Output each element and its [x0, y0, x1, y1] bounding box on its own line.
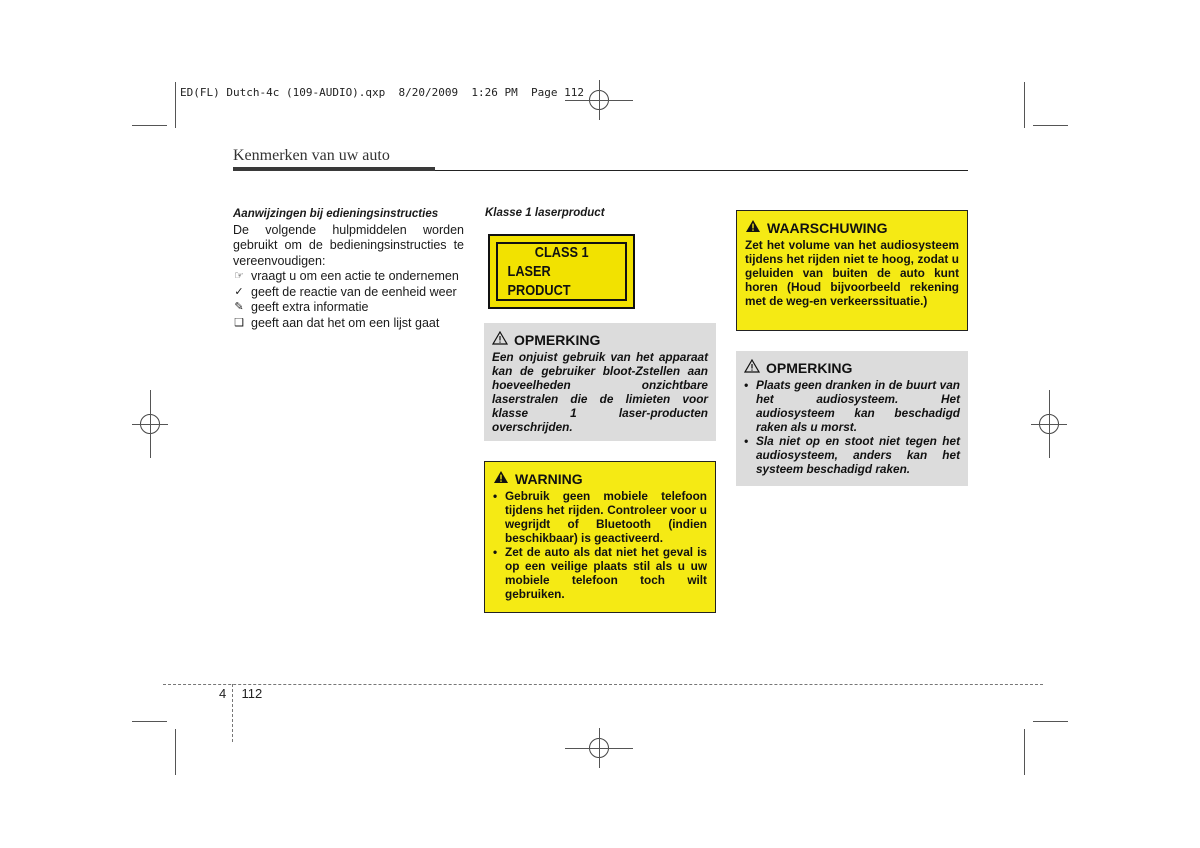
warning-icon — [493, 470, 509, 487]
crop-mark — [132, 125, 167, 126]
warning-item: • Gebruik geen mobiele telefoon tijdens het rijden. Controleer voor u wegrijdt of Bluetooth (indien beschikbaar) is geactiveerd. — [493, 489, 707, 545]
symbol-item-text: geeft extra informatie — [251, 300, 369, 314]
crop-mark — [1033, 721, 1068, 722]
crop-mark — [175, 729, 176, 775]
instructions-heading: Aanwijzingen bij edieningsinstructies — [233, 208, 439, 220]
note-item: • Plaats geen dranken in de buurt van het audiosysteem. Het audiosysteem kan beschadigd raken als u morst. — [744, 378, 960, 434]
note-text: Een onjuist gebruik van het apparaat kan de gebruiker bloot-Zstellen aan hoeveelheden onzichtbare laserstralen die de limieten voor klasse 1 laser-producten overschrijden. — [492, 350, 708, 434]
footer-rule — [163, 684, 1043, 685]
crop-mark — [1024, 82, 1025, 128]
laser-caption: Klasse 1 laserproduct — [485, 207, 605, 219]
warning-title: WARNING — [515, 470, 583, 487]
checkmark-icon: ✓ — [234, 285, 244, 298]
header-rule-accent — [233, 167, 435, 171]
pencil-icon: ✎ — [234, 301, 244, 313]
laser-label-line1: CLASS 1 — [534, 244, 589, 261]
symbol-item — [233, 316, 464, 332]
caution-icon — [492, 331, 508, 348]
waarschuwing-title: WAARSCHUWING — [767, 219, 888, 236]
caution-icon — [744, 359, 760, 376]
symbol-item — [233, 285, 464, 301]
laser-product-label — [488, 234, 635, 309]
warning-box — [484, 461, 716, 613]
registration-mark-line — [599, 728, 600, 768]
slug-line: ED(FL) Dutch-4c (109-AUDIO).qxp 8/20/2009 1:26 PM Page 112 — [180, 86, 584, 99]
laser-label-line2: LASER PRODUCT — [507, 263, 571, 299]
symbol-item-text: geeft aan dat het om een lijst gaat — [251, 315, 440, 330]
note-box — [484, 323, 716, 441]
symbol-item — [233, 269, 464, 285]
registration-mark-line — [1049, 390, 1050, 458]
crop-mark — [132, 721, 167, 722]
crop-mark — [1024, 729, 1025, 775]
symbol-item — [233, 300, 464, 316]
note-title: OPMERKING — [766, 359, 853, 376]
registration-mark-line — [599, 80, 600, 120]
pointing-hand-icon: ☞ — [234, 270, 244, 282]
page-number-value: 112 — [241, 686, 263, 701]
waarschuwing-text: Zet het volume van het audiosysteem tijdens het rijden niet te hoog, zodat u geluiden van buiten de auto kunt horen (Houd bijvoorbeeld rekening met de weg-en verkeerssituatie.) — [745, 238, 959, 308]
symbol-item-text: geeft de reactie van de eenheid weer — [251, 284, 457, 299]
registration-mark-line — [150, 390, 151, 458]
crop-mark — [175, 82, 176, 128]
instructions-paragraph: De volgende hulpmiddelen worden gebruikt om de bedieningsinstructies te vereenvoudigen: — [233, 222, 464, 268]
note-item: • Sla niet op en stoot niet tegen het audiosysteem, anders kan het systeem beschadigd raken. — [744, 434, 960, 476]
note-title: OPMERKING — [514, 331, 601, 348]
waarschuwing-box — [736, 210, 968, 331]
checkbox-icon: ❑ — [234, 316, 244, 329]
warning-item: • Zet de auto als dat niet het geval is op een veilige plaats stil als u uw mobiele telefoon toch wilt gebruiken. — [493, 545, 707, 601]
warning-icon — [745, 219, 761, 236]
symbol-item-text: vraagt u om een actie te ondernemen — [251, 269, 459, 283]
page-number — [219, 686, 262, 701]
crop-mark — [1033, 125, 1068, 126]
chapter-number: 4 — [219, 686, 227, 701]
section-title: Kenmerken van uw auto — [233, 147, 390, 164]
instructions-column — [233, 207, 464, 331]
note-box — [736, 351, 968, 486]
